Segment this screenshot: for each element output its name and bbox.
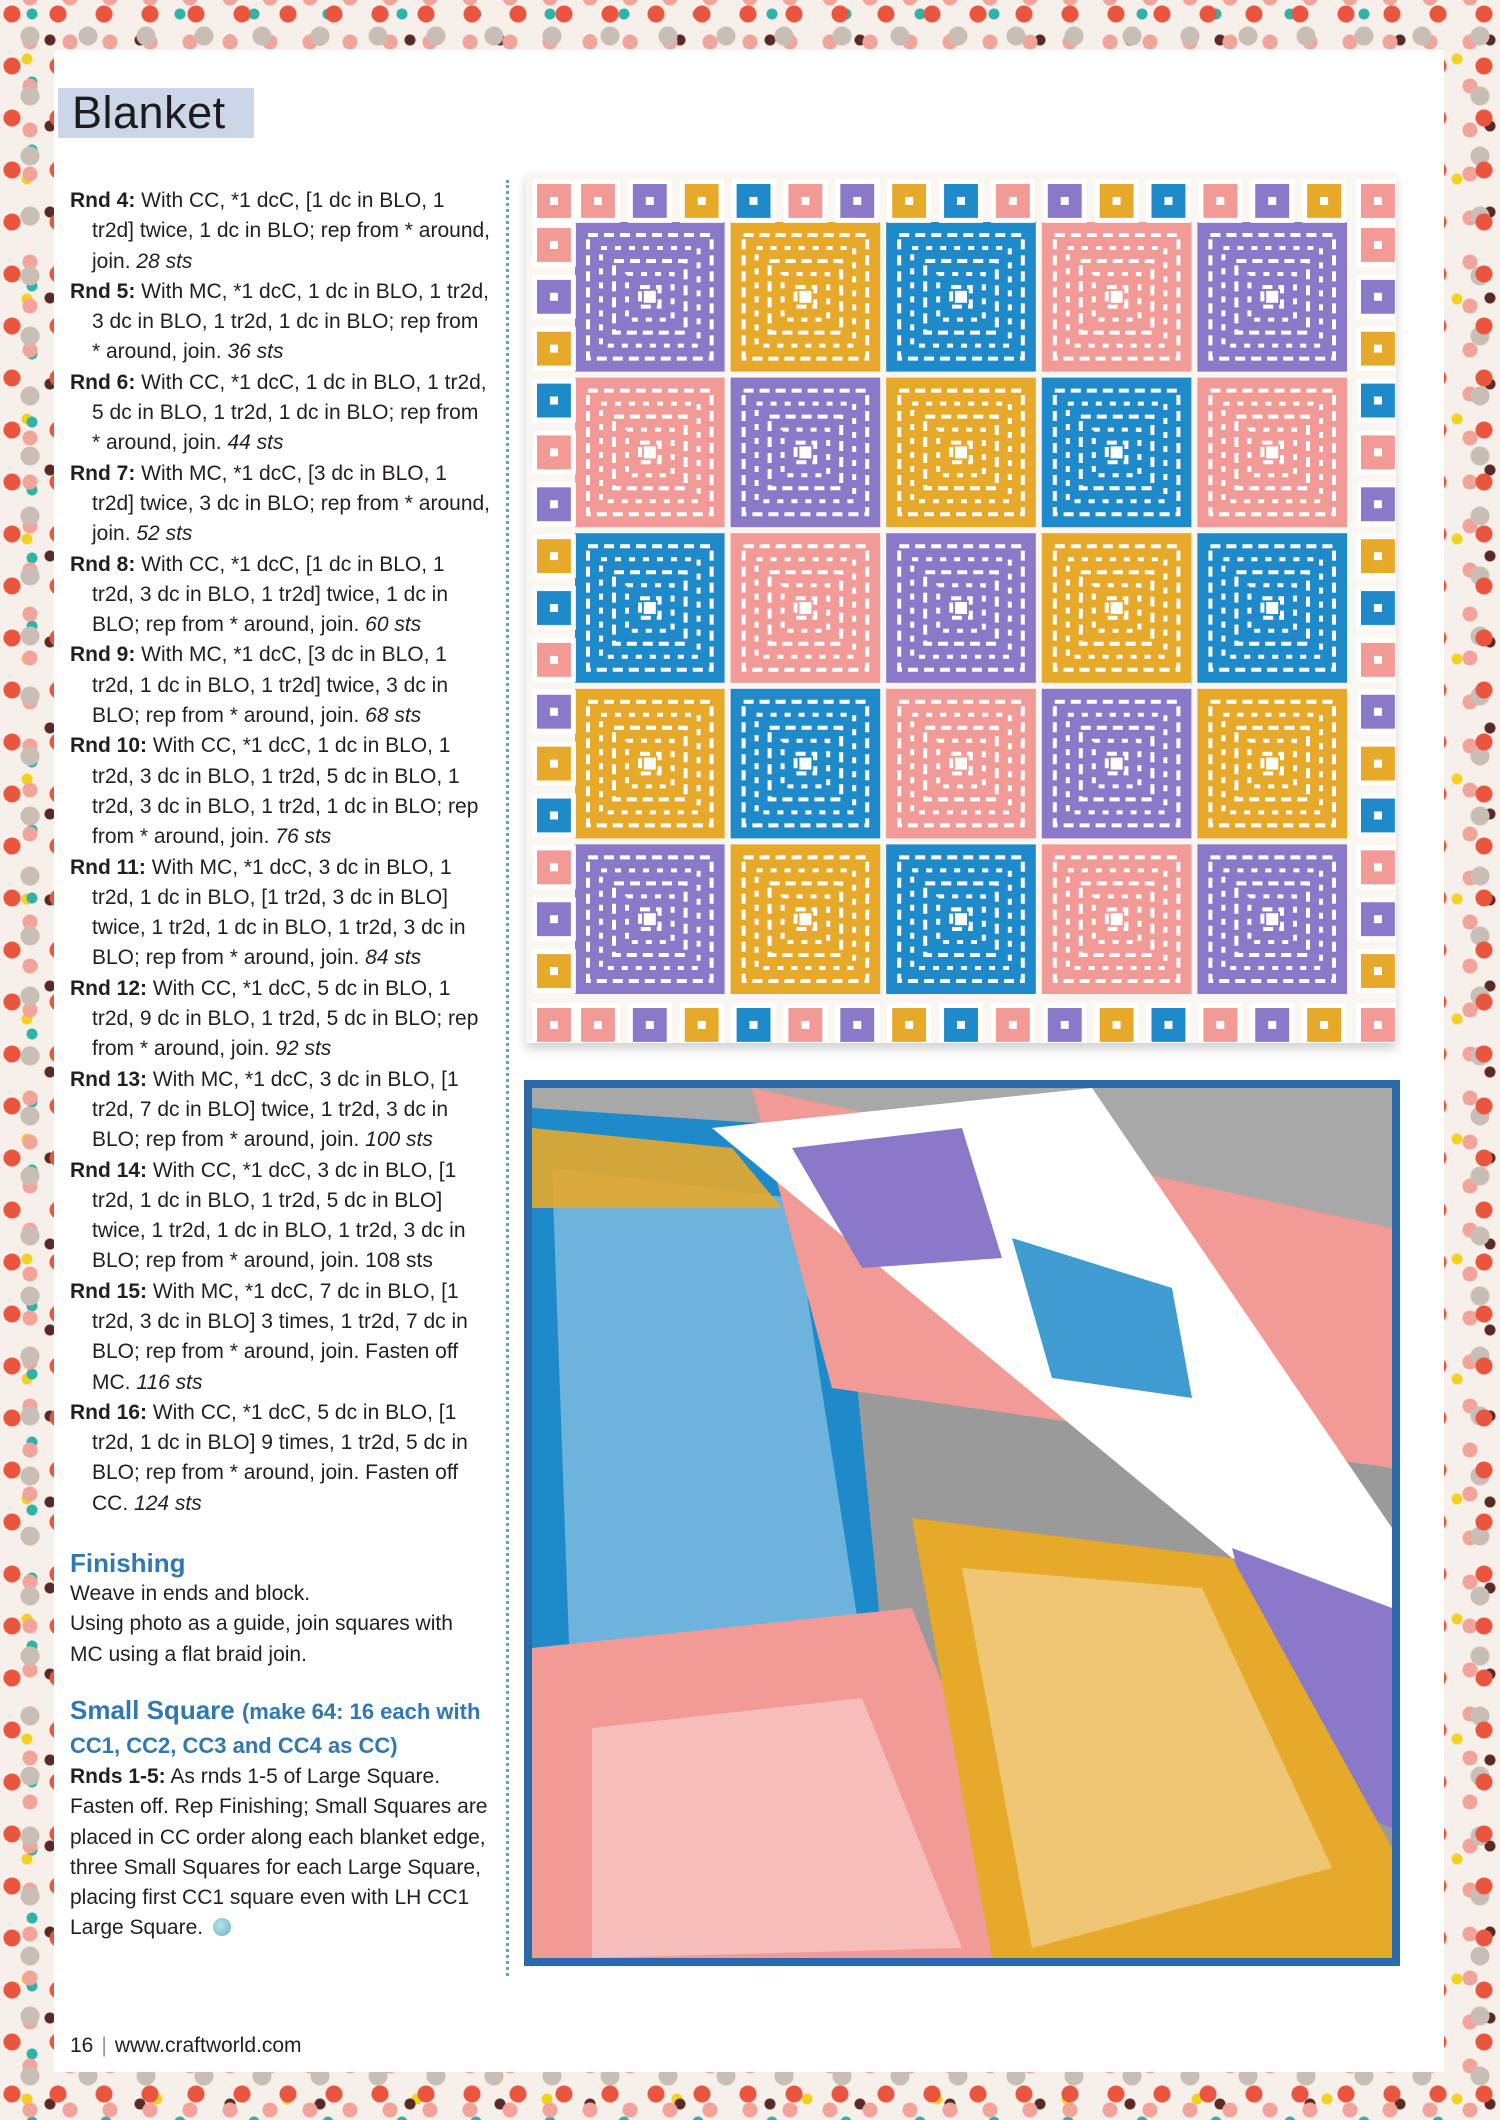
small-square-center: [550, 604, 558, 612]
footer-website[interactable]: www.craftworld.com: [114, 2034, 302, 2057]
small-square-center: [1216, 197, 1224, 205]
stitch-count: 116 sts: [136, 1370, 203, 1394]
closeup-illustration: [532, 1088, 1392, 1958]
mosaic-center: [955, 291, 967, 303]
mosaic-center: [799, 291, 811, 303]
mosaic-center: [955, 446, 967, 458]
round-instruction: [70, 550, 490, 641]
finishing-line: Using photo as a guide, join squares with MC using a flat braid join.: [70, 1612, 453, 1666]
round-label: Rnd 11:: [70, 855, 146, 879]
small-square-center: [550, 656, 558, 664]
small-square-center: [1374, 293, 1382, 301]
blanket-illustration: [526, 173, 1396, 1043]
small-square-center: [1374, 708, 1382, 716]
stitch-count: 36 sts: [227, 340, 284, 364]
round-text: With CC, *1 dcC, 5 dc in BLO, 1 tr2d, 9 dc in BLO, 1 tr2d, 5 dc in BLO; rep from * around, join.: [92, 976, 479, 1061]
round-instruction: [70, 640, 490, 731]
small-square-center: [1374, 241, 1382, 249]
blanket-photo: [526, 173, 1396, 1043]
small-square-center: [550, 915, 558, 923]
small-square-heading: [70, 1694, 490, 1762]
small-square-center: [801, 197, 809, 205]
mosaic-center: [1266, 291, 1278, 303]
round-label: Rnd 8:: [70, 552, 136, 576]
mosaic-center: [644, 291, 656, 303]
round-text: With MC, *1 dcC, 1 dc in BLO, 1 tr2d, 3 dc in BLO, 1 tr2d, 1 dc in BLO; rep from * around, join.: [92, 279, 489, 364]
footer-separator: |: [101, 2034, 107, 2057]
stitch-count: 92 sts: [275, 1037, 332, 1061]
small-square-center: [801, 1021, 809, 1029]
small-square-center: [1374, 604, 1382, 612]
small-square-center: [1374, 500, 1382, 508]
round-instruction: [70, 1398, 490, 1519]
round-label: Rnd 14:: [70, 1158, 148, 1182]
small-square-center: [550, 448, 558, 456]
round-text: With CC, *1 dcC, 1 dc in BLO, 1 tr2d, 3 dc in BLO, 1 tr2d, 5 dc in BLO, 1 tr2d, 3 dc in BLO, 1 tr2d, 1 dc in BLO; rep from * around, join.: [92, 734, 479, 849]
small-square-center: [1374, 811, 1382, 819]
round-label: Rnd 13:: [70, 1067, 148, 1091]
small-square-center: [594, 197, 602, 205]
mosaic-center: [799, 602, 811, 614]
small-square-center: [1374, 197, 1382, 205]
small-square-center: [1374, 552, 1382, 560]
small-square-center: [853, 1021, 861, 1029]
stitch-count: 52 sts: [136, 522, 193, 546]
round-label: Rnd 15:: [70, 1279, 148, 1303]
small-square-center: [750, 1021, 758, 1029]
round-instruction: [70, 277, 490, 368]
small-square-center: [550, 345, 558, 353]
small-square-text: As rnds 1-5 of Large Square. Fasten off. Rep Finishing; Small Squares are placed in CC order along each blanket edge, three Small Squares for each Large Square, placing first CC1 square even with LH CC1 Large Square.: [70, 1764, 488, 1940]
small-square-center: [594, 1021, 602, 1029]
mosaic-center: [955, 758, 967, 770]
page-footer: [70, 2034, 302, 2058]
mosaic-center: [1111, 913, 1123, 925]
stitch-count: 60 sts: [365, 613, 422, 637]
stitch-count: 68 sts: [365, 704, 422, 728]
mosaic-center: [644, 602, 656, 614]
small-square-center: [550, 863, 558, 871]
round-instruction: [70, 186, 490, 277]
round-label: Rnd 10:: [70, 734, 148, 758]
small-square-center: [905, 197, 913, 205]
yarn-ball-icon: [213, 1918, 231, 1936]
stitch-count: 100 sts: [365, 1128, 433, 1152]
mosaic-center: [799, 446, 811, 458]
stitch-count: 76 sts: [275, 825, 332, 849]
small-square-label: Rnds 1-5:: [70, 1764, 166, 1788]
round-instruction: [70, 1065, 490, 1156]
small-square-center: [550, 241, 558, 249]
small-square-center: [550, 197, 558, 205]
instructions-column: [70, 186, 490, 1944]
stitch-count: 44 sts: [227, 431, 284, 455]
small-square-center: [1113, 197, 1121, 205]
round-label: Rnd 5:: [70, 279, 136, 303]
mosaic-center: [955, 913, 967, 925]
page-title: Blanket: [72, 87, 226, 138]
round-text: With MC, *1 dcC, 7 dc in BLO, [1 tr2d, 3 dc in BLO] 3 times, 1 tr2d, 7 dc in BLO; rep from * around, join. Fasten off MC.: [92, 1279, 468, 1394]
small-square-note: (make 64: 16 each with CC1, CC2, CC3 and CC4 as CC): [70, 1698, 481, 1758]
small-square-center: [550, 500, 558, 508]
small-square-center: [1374, 760, 1382, 768]
small-square-center: [1374, 448, 1382, 456]
mosaic-center: [1111, 602, 1123, 614]
small-square-center: [550, 552, 558, 560]
small-square-center: [1374, 1021, 1382, 1029]
round-instruction: [70, 853, 490, 974]
round-text: With MC, *1 dcC, 3 dc in BLO, 1 tr2d, 1 dc in BLO, [1 tr2d, 3 dc in BLO] twice, 1 tr2d, 1 dc in BLO, 1 tr2d, 3 dc in BLO; rep from * around, join.: [92, 855, 466, 970]
small-square-center: [646, 197, 654, 205]
mosaic-center: [644, 446, 656, 458]
small-square-center: [1320, 197, 1328, 205]
small-square-center: [905, 1021, 913, 1029]
small-square-center: [698, 1021, 706, 1029]
small-square-center: [1374, 967, 1382, 975]
mosaic-center: [955, 602, 967, 614]
small-square-center: [646, 1021, 654, 1029]
stitch-count: 124 sts: [134, 1491, 202, 1515]
round-instruction: [70, 368, 490, 459]
magazine-page: [54, 50, 1444, 2072]
small-square-center: [550, 811, 558, 819]
rounds-list: [70, 186, 490, 1519]
small-square-center: [1268, 197, 1276, 205]
small-square-center: [853, 197, 861, 205]
mosaic-center: [1111, 446, 1123, 458]
round-text: With MC, *1 dcC, [3 dc in BLO, 1 tr2d] twice, 3 dc in BLO; rep from * around, join.: [92, 461, 491, 546]
round-label: Rnd 6:: [70, 370, 136, 394]
round-instruction: [70, 1277, 490, 1398]
mosaic-center: [1266, 602, 1278, 614]
mosaic-center: [1266, 758, 1278, 770]
mosaic-center: [644, 913, 656, 925]
small-square-center: [1061, 197, 1069, 205]
finishing-heading: Finishing: [70, 1548, 186, 1579]
small-square-center: [550, 760, 558, 768]
small-square-center: [1113, 1021, 1121, 1029]
mosaic-center: [799, 758, 811, 770]
small-square-center: [1268, 1021, 1276, 1029]
small-square-center: [1061, 1021, 1069, 1029]
small-square-title: Small Square: [70, 1694, 235, 1725]
round-text: With MC, *1 dcC, [3 dc in BLO, 1 tr2d, 1 dc in BLO, 1 tr2d] twice, 3 dc in BLO; rep from * around, join.: [92, 643, 449, 728]
small-square-center: [1374, 656, 1382, 664]
small-square-center: [1374, 915, 1382, 923]
round-instruction: [70, 974, 490, 1065]
small-square-center: [1009, 197, 1017, 205]
small-square-center: [1374, 345, 1382, 353]
mosaic-center: [1266, 446, 1278, 458]
stitch-count: 28 sts: [136, 249, 193, 273]
small-square-center: [1216, 1021, 1224, 1029]
round-instruction: [70, 459, 490, 550]
round-label: Rnd 7:: [70, 461, 136, 485]
mosaic-center: [1266, 913, 1278, 925]
small-square-center: [750, 197, 758, 205]
mosaic-center: [799, 913, 811, 925]
small-square-center: [550, 397, 558, 405]
small-square-center: [550, 1021, 558, 1029]
round-text: With CC, *1 dcC, 5 dc in BLO, [1 tr2d, 1 dc in BLO] 9 times, 1 tr2d, 5 dc in BLO; rep from * around, join. Fasten off CC.: [92, 1400, 468, 1515]
round-label: Rnd 9:: [70, 643, 136, 667]
small-square-center: [1374, 863, 1382, 871]
round-label: Rnd 12:: [70, 976, 148, 1000]
small-square-center: [1009, 1021, 1017, 1029]
small-square-center: [698, 197, 706, 205]
round-text: With MC, *1 dcC, 3 dc in BLO, [1 tr2d, 7 dc in BLO] twice, 1 tr2d, 3 dc in BLO; rep from * around, join.: [92, 1067, 459, 1152]
mosaic-center: [1111, 291, 1123, 303]
small-square-center: [550, 708, 558, 716]
round-text: With CC, *1 dcC, [1 dc in BLO, 1 tr2d, 3 dc in BLO, 1 tr2d] twice, 1 dc in BLO; rep from * around, join.: [92, 552, 449, 637]
small-square-center: [1320, 1021, 1328, 1029]
closeup-photo: [532, 1088, 1392, 1958]
small-square-center: [1374, 397, 1382, 405]
closeup-photo-frame: [524, 1080, 1400, 1966]
round-text: With CC, *1 dcC, 1 dc in BLO, 1 tr2d, 5 dc in BLO, 1 tr2d, 1 dc in BLO; rep from * around, join.: [92, 370, 487, 455]
round-instruction: [70, 1156, 490, 1277]
round-label: Rnd 4:: [70, 189, 136, 212]
round-text: With CC, *1 dcC, 3 dc in BLO, [1 tr2d, 1 dc in BLO, 1 tr2d, 5 dc in BLO] twice, 1 tr2d, 1 dc in BLO, 1 tr2d, 3 dc in BLO; rep from * around, join. 108 sts: [92, 1158, 466, 1273]
page-number: 16: [70, 2034, 94, 2057]
round-text: With CC, *1 dcC, [1 dc in BLO, 1 tr2d] twice, 1 dc in BLO; rep from * around, join.: [92, 189, 491, 273]
mosaic-center: [644, 758, 656, 770]
small-square-center: [1164, 197, 1172, 205]
small-square-center: [957, 197, 965, 205]
page-title-box: [58, 88, 254, 138]
finishing-line: Weave in ends and block.: [70, 1582, 311, 1606]
round-label: Rnd 16:: [70, 1400, 148, 1424]
stitch-count: 84 sts: [365, 946, 422, 970]
small-square-instructions: [70, 1762, 490, 1944]
mosaic-center: [1111, 758, 1123, 770]
small-square-center: [1164, 1021, 1172, 1029]
round-instruction: [70, 731, 490, 852]
small-square-center: [550, 967, 558, 975]
small-square-center: [550, 293, 558, 301]
column-divider: [506, 180, 509, 1976]
small-square-center: [957, 1021, 965, 1029]
